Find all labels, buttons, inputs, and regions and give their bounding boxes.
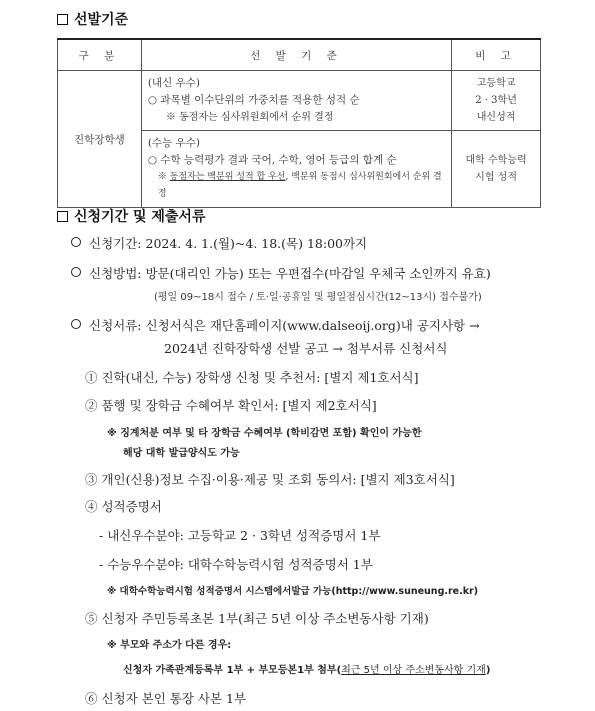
docs-line1: 신청서류: 신청서식은 재단홈페이지(www.dalseoij.org)내 공지사항 → bbox=[71, 316, 480, 334]
method-line: 신청방법: 방문(대리인 가능) 또는 우편접수(마감일 우체국 소인까지 유효) bbox=[71, 264, 491, 282]
section2-title: 신청기간 및 제출서류 bbox=[57, 206, 205, 226]
section1-title: 선발기준 bbox=[57, 9, 128, 29]
period-line: 신청기간: 2024. 4. 1.(월)~4. 18.(목) 18:00까지 bbox=[71, 234, 367, 252]
table-row bbox=[58, 71, 541, 131]
suneung-cell bbox=[141, 131, 451, 208]
suneung-line1: ○ 수학 능력평가 결과 국어, 수학, 영어 등급의 합계 순 bbox=[147, 154, 397, 166]
item4: ④ 성적증명서 bbox=[85, 499, 162, 514]
item4-b: - 수능우수분야: 대학수학능력시험 성적증명서 1부 bbox=[99, 557, 373, 572]
item1: ① 진학(내신, 수능) 장학생 신청 및 추천서: [별지 제1호서식] bbox=[85, 370, 419, 385]
checkbox-icon bbox=[57, 211, 68, 222]
item2: ② 품행 및 장학금 수혜여부 확인서: [별지 제2호서식] bbox=[85, 398, 377, 413]
header-remarks: 비 고 bbox=[452, 39, 541, 71]
item5: ⑤ 신청자 주민등록초본 1부(최근 5년 이상 주소변동사항 기재) bbox=[85, 611, 429, 626]
naesin-cell bbox=[141, 71, 451, 131]
docs-line2: 2024년 진학장학생 선발 공고 → 첨부서류 신청서식 bbox=[164, 341, 448, 356]
item2-note2: 해당 대학 발급양식도 가능 bbox=[123, 448, 240, 459]
naesin-line2: ※ 동점자는 심사위원회에서 순위 결정 bbox=[165, 112, 334, 123]
suneung-line2: ※ 동점자는 백분위 성적 합 우선, 백분위 동점시 심사위원회에서 순위 결정 bbox=[157, 172, 442, 199]
naesin-heading: (내신 우수) bbox=[147, 77, 200, 89]
item2-note1: ※ 징계처분 여부 및 타 장학금 수혜여부 (학비감면 포함) 확인이 가능한 bbox=[107, 428, 422, 439]
suneung-remark: 대학 수학능력 시험 성적 bbox=[452, 131, 541, 208]
bullet-circle-icon bbox=[71, 267, 81, 277]
item4-a: - 내신우수분야: 고등학교 2 · 3학년 성적증명서 1부 bbox=[99, 528, 381, 543]
naesin-line1: ○ 과목별 이수단위의 가중치를 적용한 성적 순 bbox=[147, 94, 360, 106]
item4-note: ※ 대학수학능력시험 성적증명서 시스템에서발급 가능(http://www.suneung.re.kr) bbox=[107, 586, 479, 597]
suneung-heading: (수능 우수) bbox=[147, 137, 200, 149]
item3: ③ 개인(신용)정보 수집·이용·제공 및 조회 동의서: [별지 제3호서식] bbox=[85, 472, 455, 487]
header-category: 구 분 bbox=[58, 39, 142, 71]
bullet-circle-icon bbox=[71, 237, 81, 247]
table-header-row bbox=[58, 39, 541, 71]
bullet-circle-icon bbox=[71, 319, 81, 329]
header-criteria: 선 발 기 준 bbox=[141, 39, 451, 71]
item6: ⑥ 신청자 본인 통장 사본 1부 bbox=[85, 691, 247, 706]
item5-note2: 신청자 가족관계등록부 1부 + 부모등본1부 첨부(최근 5년 이상 주소변동사항 기재) bbox=[123, 665, 491, 676]
naesin-remark: 고등학교 2 · 3학년 내신성적 bbox=[452, 71, 541, 131]
method-note: (평일 09~18시 접수 / 토·일·공휴일 및 평일점심시간(12~13시) 접수불가) bbox=[154, 292, 482, 303]
checkbox-icon bbox=[57, 14, 68, 25]
criteria-table bbox=[57, 38, 541, 208]
row-label: 진학장학생 bbox=[58, 71, 142, 208]
item5-note1: ※ 부모와 주소가 다른 경우: bbox=[107, 640, 232, 651]
